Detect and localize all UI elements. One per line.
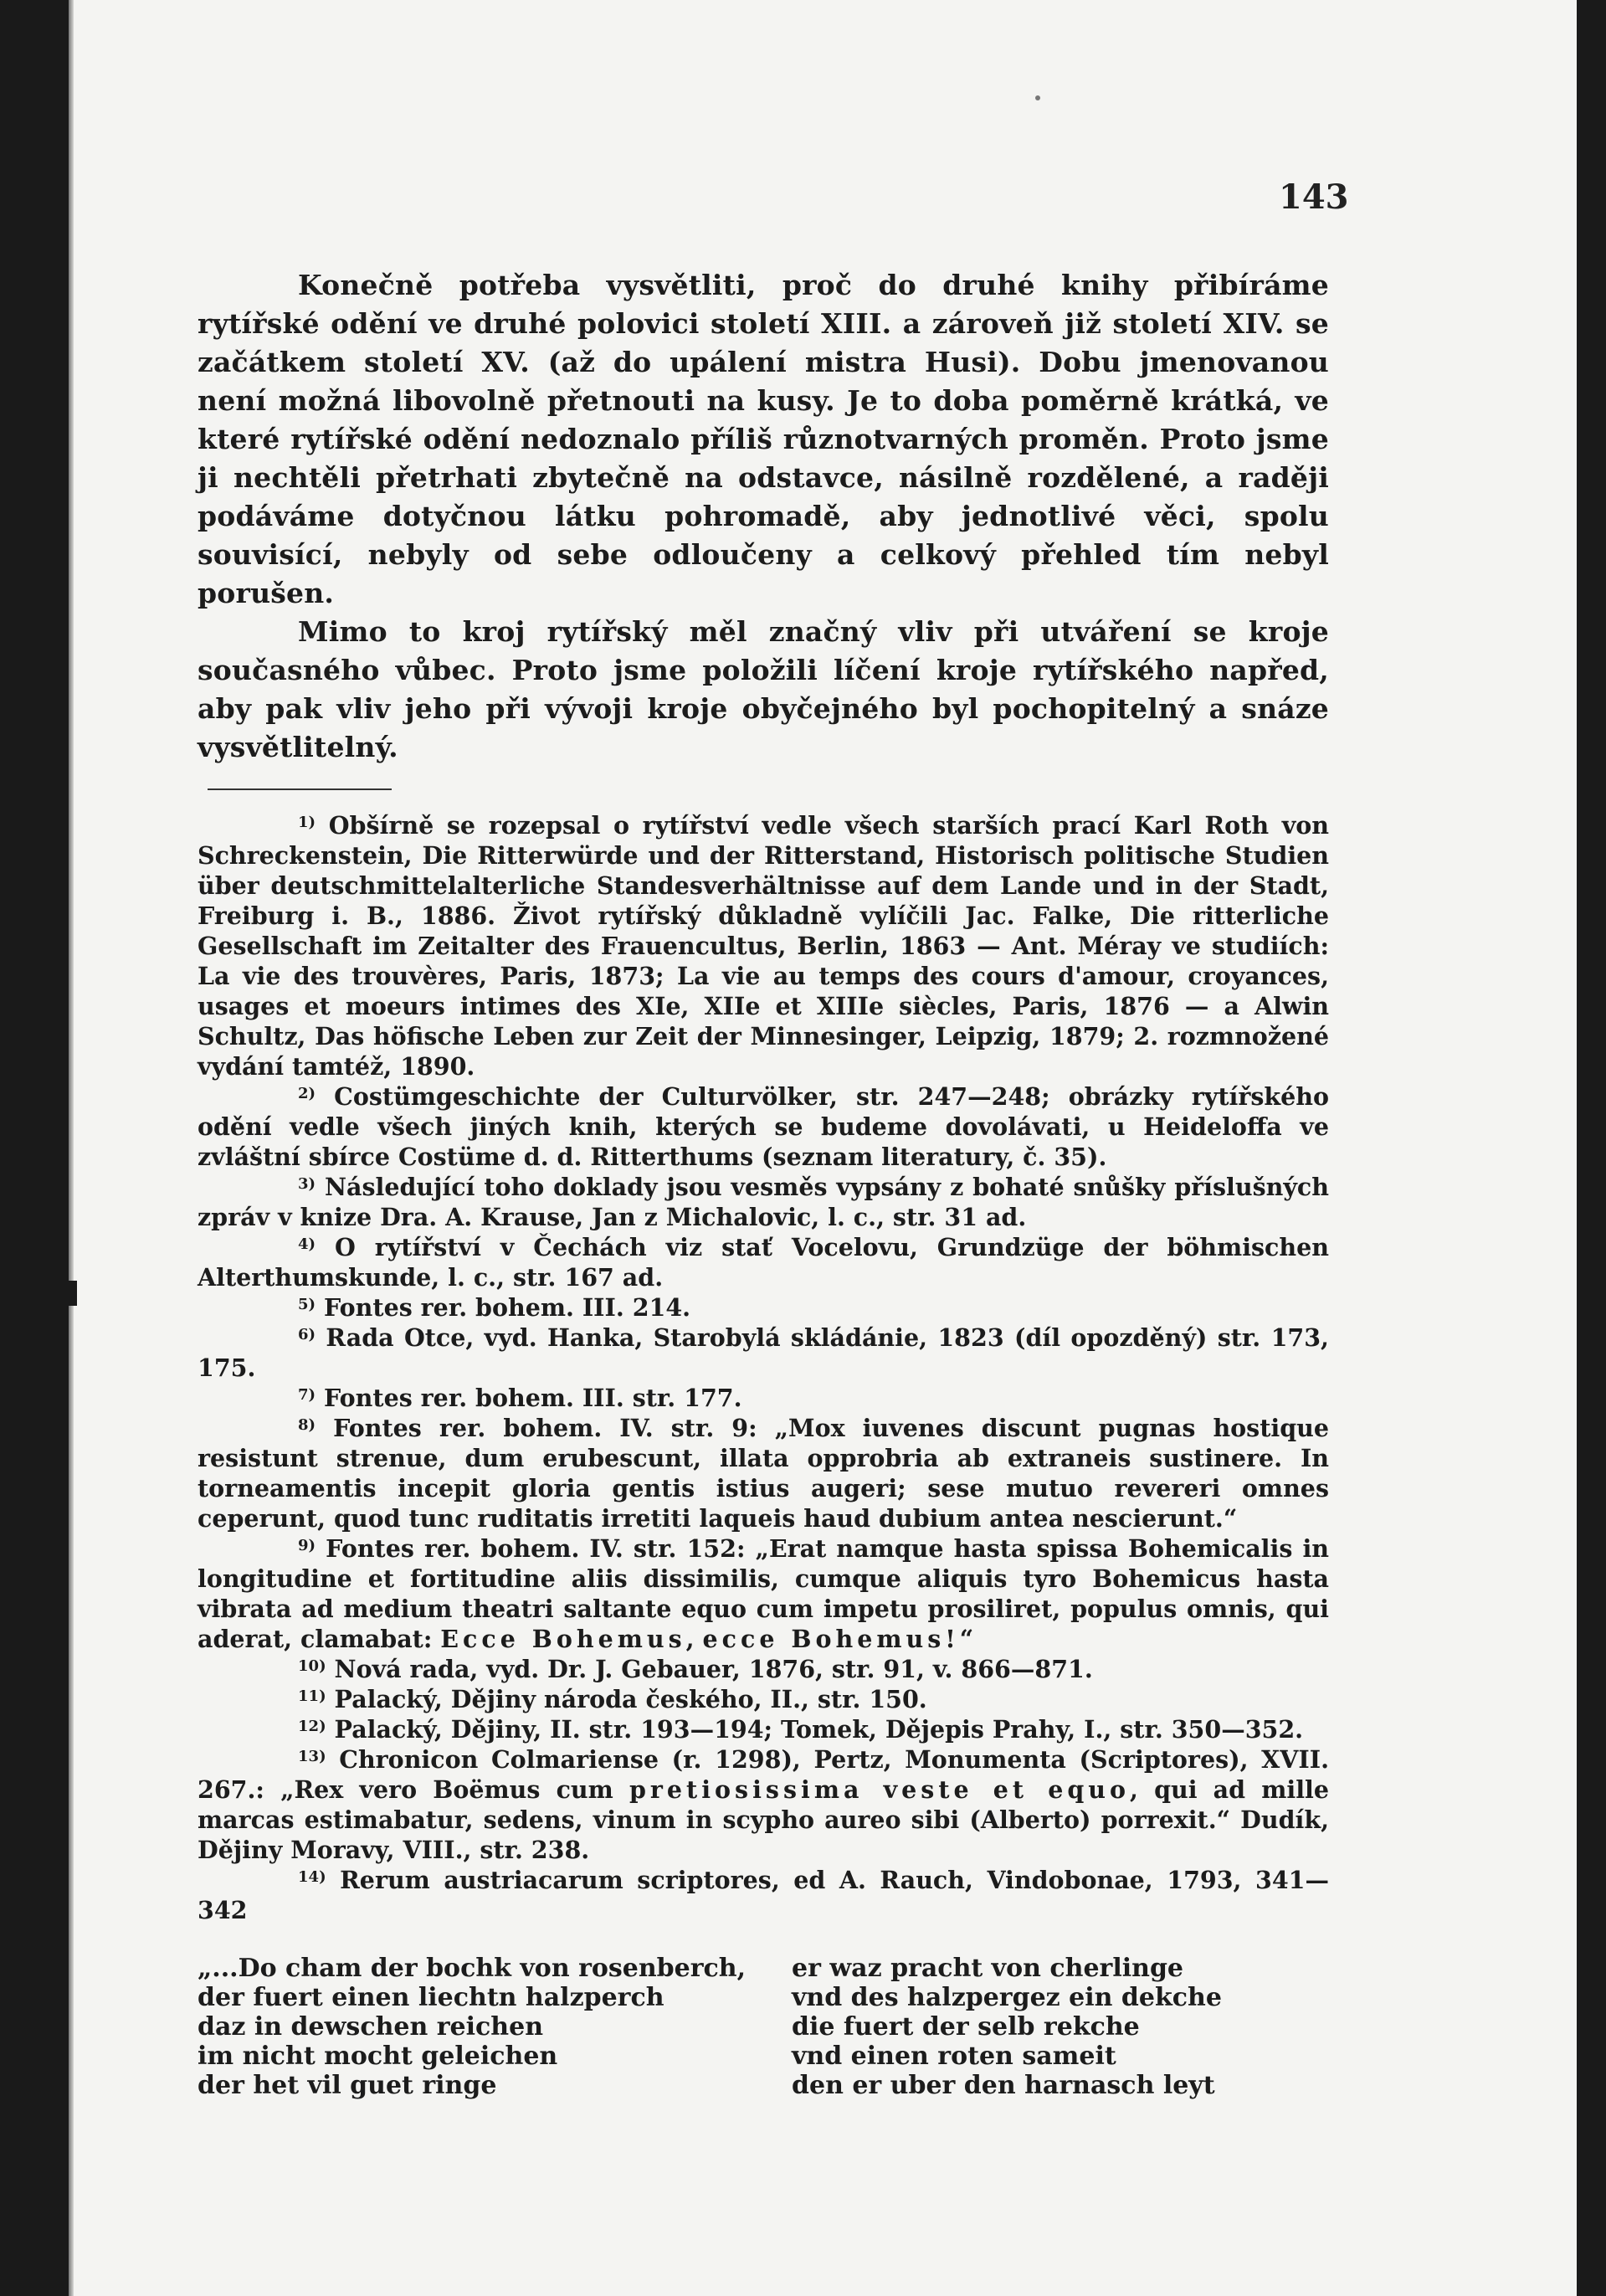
spaced-emphasis: Ecce Bohemus (440, 1625, 686, 1653)
footnote-2: $^{2)}$ Costümgeschichte der Culturvölker, str. 247—248; obrázky rytířského odění vedle všech jiných knih, kterých se budeme dovolávati, u Heideloffa ve zvláštní sbírce Costüme d. d. Ritterthums (seznam literatury, č. 35). (198, 1082, 1329, 1171)
footnote-12: $^{12)}$ Palacký, Dějiny, II. str. 193—194; Tomek, Dějepis Prahy, I., str. 350—352. (298, 1715, 1304, 1744)
footnote-marker: 9) (298, 1537, 316, 1554)
footnote-marker: 6) (298, 1326, 316, 1343)
footnote-7: $^{7)}$ Fontes rer. bohem. III. str. 177. (298, 1384, 742, 1412)
main-paragraph-2: Mimo to kroj rytířský měl značný vliv při utváření se kroje současného vůbec. Proto jsme položili líčení kroje rytířského napřed, aby pak vliv jeho při vývoji kroje obyčejného byl pochopitelný a snáze vysvětlitelný. (198, 615, 1329, 763)
footnote-9: $^{9)}$ Fontes rer. bohem. IV. str. 152: „Erat namque hasta spissa Bohemicalis in longitudine et fortitudine aliis dissimilis, cumque aliquis tyro Bohemicus hasta vibrata ad medium theatri saltante equo cum impetu prosiliret, populus omnis, qui aderat, clamabat: Ecce Bohemus, ecce Bohemus!“ (198, 1534, 1329, 1653)
verse-line: vnd des halzpergez ein dekche (792, 1983, 1222, 2012)
footnote-marker: 4) (298, 1235, 316, 1253)
verse-line: den er uber den harnasch leyt (792, 2071, 1215, 2100)
footnote-marker: 11) (298, 1687, 326, 1705)
verse-column-left (198, 1954, 792, 2100)
main-paragraph-1: Konečně potřeba vysvětliti, proč do druhé knihy přibíráme rytířské odění ve druhé polovici století XIII. a zároveň již století XIV. se začátkem století XV. (až do upálení mistra Husi). Dobu jmenovanou není možná libovolně přetnouti na kusy. Je to doba poměrně krátká, ve které rytířské odění nedoznalo příliš různotvarných proměn. Proto jsme ji nechtěli přetrhati zbytečně na odstavce, násilně rozdělené, a raději podáváme dotyčnou látku pohromadě, aby jednotlivé věci, spolu souvisící, nebyly od sebe odloučeny a celkový přehled tím nebyl porušen. (198, 269, 1329, 609)
footnote-8: $^{8)}$ Fontes rer. bohem. IV. str. 9: „Mox iuvenes discunt pugnas hostique resistunt strenue, dum erubescunt, illata opprobria ab extraneis sustinere. In torneamentis incepit gloria gentis istius augeri; sese mutuo revereri omnes ceperunt, quod tunc ruditatis irretiti laqueis haud dubium antea nescierunt.“ (198, 1414, 1329, 1533)
footnote-marker: 3) (298, 1175, 316, 1193)
footnote-marker: 5) (298, 1296, 316, 1313)
verse-line: daz in dewschen reichen (198, 2012, 544, 2042)
footnote-marker: 10) (298, 1657, 326, 1675)
footnote-6: $^{6)}$ Rada Otce, vyd. Hanka, Starobylá skládánie, 1823 (díl opozděný) str. 173, 175. (198, 1323, 1329, 1382)
scan-edge (69, 0, 74, 2296)
footnote-marker: 8) (298, 1416, 316, 1434)
footnote-marker: 14) (298, 1868, 326, 1886)
footnote-marker: 2) (298, 1085, 316, 1102)
verse-column-right (792, 1954, 1327, 2100)
verse-line: im nicht mocht geleichen (198, 2042, 558, 2071)
footnote-13: $^{13)}$ Chronicon Colmariense (r. 1298), Pertz, Monumenta (Scriptores), XVII. 267.: „Rex vero Boëmus cum pretiosissima veste et equo, qui ad mille marcas estimabatur, sedens, vinum in scypho aureo sibi (Alberto) porrexit.“ Dudík, Dějiny Moravy, VIII., str. 238. (198, 1745, 1329, 1864)
verse-line: der fuert einen liechtn halzperch (198, 1983, 664, 2012)
footnote-1: $^{1)}$ Obšírně se rozepsal o rytířství vedle všech starších prací Karl Roth von Schreckenstein, Die Ritterwürde und der Ritterstand, Historisch politische Studien über deutschmittelalterliche Standesverhältnisse auf dem Lande und in der Stadt, Freiburg i. B., 1886. Život rytířský důkladně vylíčili Jac. Falke, Die ritterliche Gesellschaft im Zeitalter des Frauencultus, Berlin, 1863 — Ant. Méray ve studiích: La vie des trouvères, Paris, 1873; La vie au temps des cours d'amour, croyances, usages et moeurs intimes des XIe, XIIe et XIIIe siècles, Paris, 1876 — a Alwin Schultz, Das höfische Leben zur Zeit der Minnesinger, Leipzig, 1879; 2. rozmnožené vydání tamtéž, 1890. (198, 811, 1329, 1081)
text-block (198, 266, 1329, 2100)
verse-line: der het vil guet ringe (198, 2071, 497, 2100)
verse-line: „...Do cham der bochk von rosenberch, (198, 1954, 747, 1983)
footnote-marker: 13) (298, 1748, 326, 1765)
footnote-divider (208, 788, 392, 790)
main-text (198, 266, 1329, 767)
footnote-marker: 12) (298, 1718, 326, 1735)
page-number: 143 (1279, 177, 1349, 217)
verse-line: die fuert der selb rekche (792, 2012, 1140, 2042)
footnote-10: $^{10)}$ Nová rada, vyd. Dr. J. Gebauer, 1876, str. 91, v. 866—871. (298, 1655, 1093, 1683)
footnote-11: $^{11)}$ Palacký, Dějiny národa českého, II., str. 150. (298, 1685, 927, 1713)
footnotes (198, 810, 1329, 1925)
verse-quotation (198, 1954, 1329, 2100)
spaced-emphasis: ecce Bohemus! (702, 1625, 960, 1653)
scan-speck (1035, 95, 1040, 100)
spaced-emphasis: pretiosissima veste et equo (629, 1775, 1130, 1804)
footnote-5: $^{5)}$ Fontes rer. bohem. III. 214. (298, 1293, 691, 1322)
footnote-14: $^{14)}$ Rerum austriacarum scriptores, ed A. Rauch, Vindobonae, 1793, 341—342 (198, 1866, 1329, 1924)
verse-line: er waz pracht von cherlinge (792, 1954, 1184, 1983)
footnote-3: $^{3)}$ Následující toho doklady jsou vesměs vypsány z bohaté snůšky příslušných zpráv v knize Dra. A. Krause, Jan z Michalovic, l. c., str. 31 ad. (198, 1173, 1329, 1231)
footnote-4: $^{4)}$ O rytířství v Čechách viz stať Vocelovu, Grundzüge der böhmischen Alterthumskunde, l. c., str. 167 ad. (198, 1233, 1329, 1292)
footnote-marker: 7) (298, 1386, 316, 1404)
verse-line: vnd einen roten sameit (792, 2042, 1116, 2071)
footnote-marker: 1) (298, 814, 316, 831)
scan-edge-mark (69, 1281, 77, 1306)
